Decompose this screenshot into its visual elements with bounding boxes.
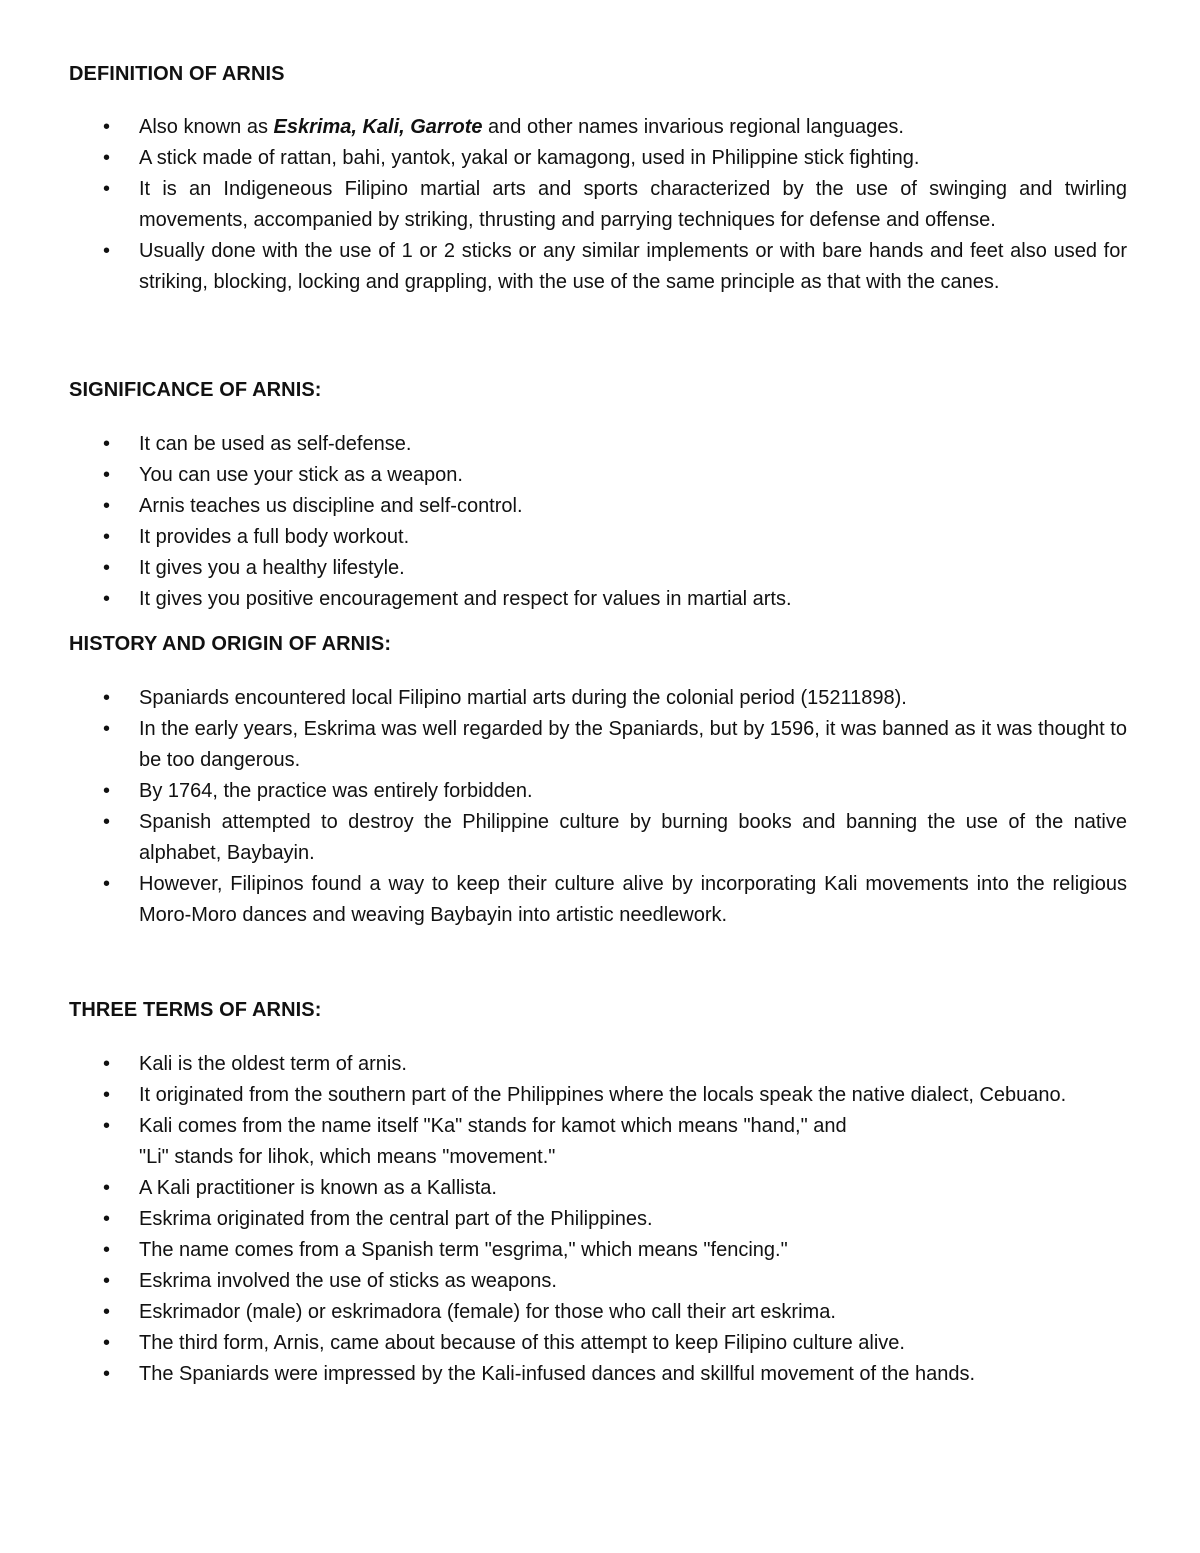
bullet-icon: • [103, 464, 111, 486]
definition-list [69, 112, 1129, 298]
item-text: A Kali practitioner is known as a Kallista. [139, 1177, 497, 1199]
list-item [69, 683, 1127, 714]
list-item [69, 1173, 1127, 1204]
bullet-icon: • [103, 433, 111, 455]
bullet-icon: • [103, 1177, 111, 1199]
list-item [69, 1266, 1127, 1297]
bullet-icon: • [103, 116, 111, 138]
list-item [69, 807, 1127, 869]
definition-section [69, 62, 1129, 298]
bullet-icon: • [103, 1208, 111, 1230]
list-item [69, 460, 1127, 491]
item-text: Eskrimador (male) or eskrimadora (female) for those who call their art eskrima. [139, 1301, 836, 1323]
bullet-icon: • [103, 687, 111, 709]
item-text: The name comes from a Spanish term "esgrima," which means "fencing." [139, 1239, 788, 1261]
bullet-icon: • [103, 718, 111, 740]
list-item [69, 1204, 1127, 1235]
bullet-icon: • [103, 1239, 111, 1261]
item-text: It originated from the southern part of the Philippines where the locals speak the native dialect, Cebuano. [139, 1084, 1067, 1106]
list-item [69, 714, 1127, 776]
item-text-emphasis: Eskrima, Kali, Garrote [273, 116, 483, 138]
significance-heading: SIGNIFICANCE OF ARNIS: [69, 379, 322, 401]
item-text: Spaniards encountered local Filipino martial arts during the colonial period (15211898). [139, 687, 907, 709]
item-text: Kali is the oldest term of arnis. [139, 1053, 407, 1075]
terms-section [69, 998, 1129, 1390]
definition-heading: DEFINITION OF ARNIS [69, 63, 285, 85]
item-text-post: and other names invarious regional languages. [482, 116, 904, 138]
item-text: In the early years, Eskrima was well regarded by the Spaniards, but by 1596, it was banned as it was thought to be too dangerous. [139, 718, 1127, 771]
bullet-icon: • [103, 1301, 111, 1323]
list-item [69, 236, 1127, 298]
item-text: A stick made of rattan, bahi, yantok, yakal or kamagong, used in Philippine stick fighting. [139, 147, 920, 169]
item-text: Arnis teaches us discipline and self-control. [139, 495, 523, 517]
bullet-icon: • [103, 1270, 111, 1292]
list-item [69, 174, 1127, 236]
bullet-icon: • [103, 811, 111, 833]
item-text: The third form, Arnis, came about because of this attempt to keep Filipino culture alive. [139, 1332, 905, 1354]
item-text: It is an Indigeneous Filipino martial arts and sports characterized by the use of swinging and twirling movements, accompanied by striking, thrusting and parrying techniques for defense and offense. [139, 178, 1127, 231]
history-section [69, 632, 1129, 931]
terms-heading: THREE TERMS OF ARNIS: [69, 999, 322, 1021]
list-item [69, 1297, 1127, 1328]
bullet-icon: • [103, 240, 111, 262]
bullet-icon: • [103, 1363, 111, 1385]
list-item [69, 112, 1127, 143]
bullet-icon: • [103, 147, 111, 169]
significance-list [69, 429, 1129, 615]
list-item [69, 776, 1127, 807]
list-item [69, 869, 1127, 931]
list-item [69, 1328, 1127, 1359]
item-text: It can be used as self-defense. [139, 433, 412, 455]
bullet-icon: • [103, 1053, 111, 1075]
bullet-icon: • [103, 526, 111, 548]
list-item [69, 491, 1127, 522]
list-item [69, 429, 1127, 460]
bullet-icon: • [103, 1115, 111, 1137]
item-text-line2: "Li" stands for lihok, which means "movement." [139, 1146, 556, 1168]
list-item [69, 584, 1127, 615]
list-item [69, 522, 1127, 553]
list-item [69, 1235, 1127, 1266]
terms-list [69, 1049, 1129, 1390]
bullet-icon: • [103, 780, 111, 802]
item-text: Usually done with the use of 1 or 2 sticks or any similar implements or with bare hands and feet also used for striking, blocking, locking and grappling, with the use of the same principle as that with the canes. [139, 240, 1127, 293]
bullet-icon: • [103, 1084, 111, 1106]
item-text: By 1764, the practice was entirely forbidden. [139, 780, 533, 802]
bullet-icon: • [103, 557, 111, 579]
bullet-icon: • [103, 1332, 111, 1354]
history-heading: HISTORY AND ORIGIN OF ARNIS: [69, 633, 392, 655]
list-item [69, 143, 1127, 174]
item-text-line1: Kali comes from the name itself "Ka" stands for kamot which means "hand," and [139, 1115, 847, 1137]
list-item [69, 553, 1127, 584]
list-item [69, 1049, 1127, 1080]
bullet-icon: • [103, 495, 111, 517]
bullet-icon: • [103, 178, 111, 200]
item-text: The Spaniards were impressed by the Kali-infused dances and skillful movement of the hands. [139, 1363, 976, 1385]
significance-section [69, 378, 1129, 615]
item-text: You can use your stick as a weapon. [139, 464, 463, 486]
list-item [69, 1359, 1127, 1390]
item-text: It gives you positive encouragement and respect for values in martial arts. [139, 588, 792, 610]
item-text: Spanish attempted to destroy the Philippine culture by burning books and banning the use of the native alphabet, Baybayin. [139, 811, 1127, 864]
list-item [69, 1080, 1127, 1111]
item-text: It provides a full body workout. [139, 526, 410, 548]
bullet-icon: • [103, 873, 111, 895]
bullet-icon: • [103, 588, 111, 610]
item-text-pre: Also known as [139, 116, 274, 138]
history-list [69, 683, 1129, 931]
item-text: Eskrima involved the use of sticks as weapons. [139, 1270, 557, 1292]
list-item [69, 1111, 1127, 1173]
item-text: However, Filipinos found a way to keep their culture alive by incorporating Kali movements into the religious Moro-Moro dances and weaving Baybayin into artistic needlework. [139, 873, 1127, 926]
item-text: It gives you a healthy lifestyle. [139, 557, 405, 579]
item-text: Eskrima originated from the central part of the Philippines. [139, 1208, 653, 1230]
